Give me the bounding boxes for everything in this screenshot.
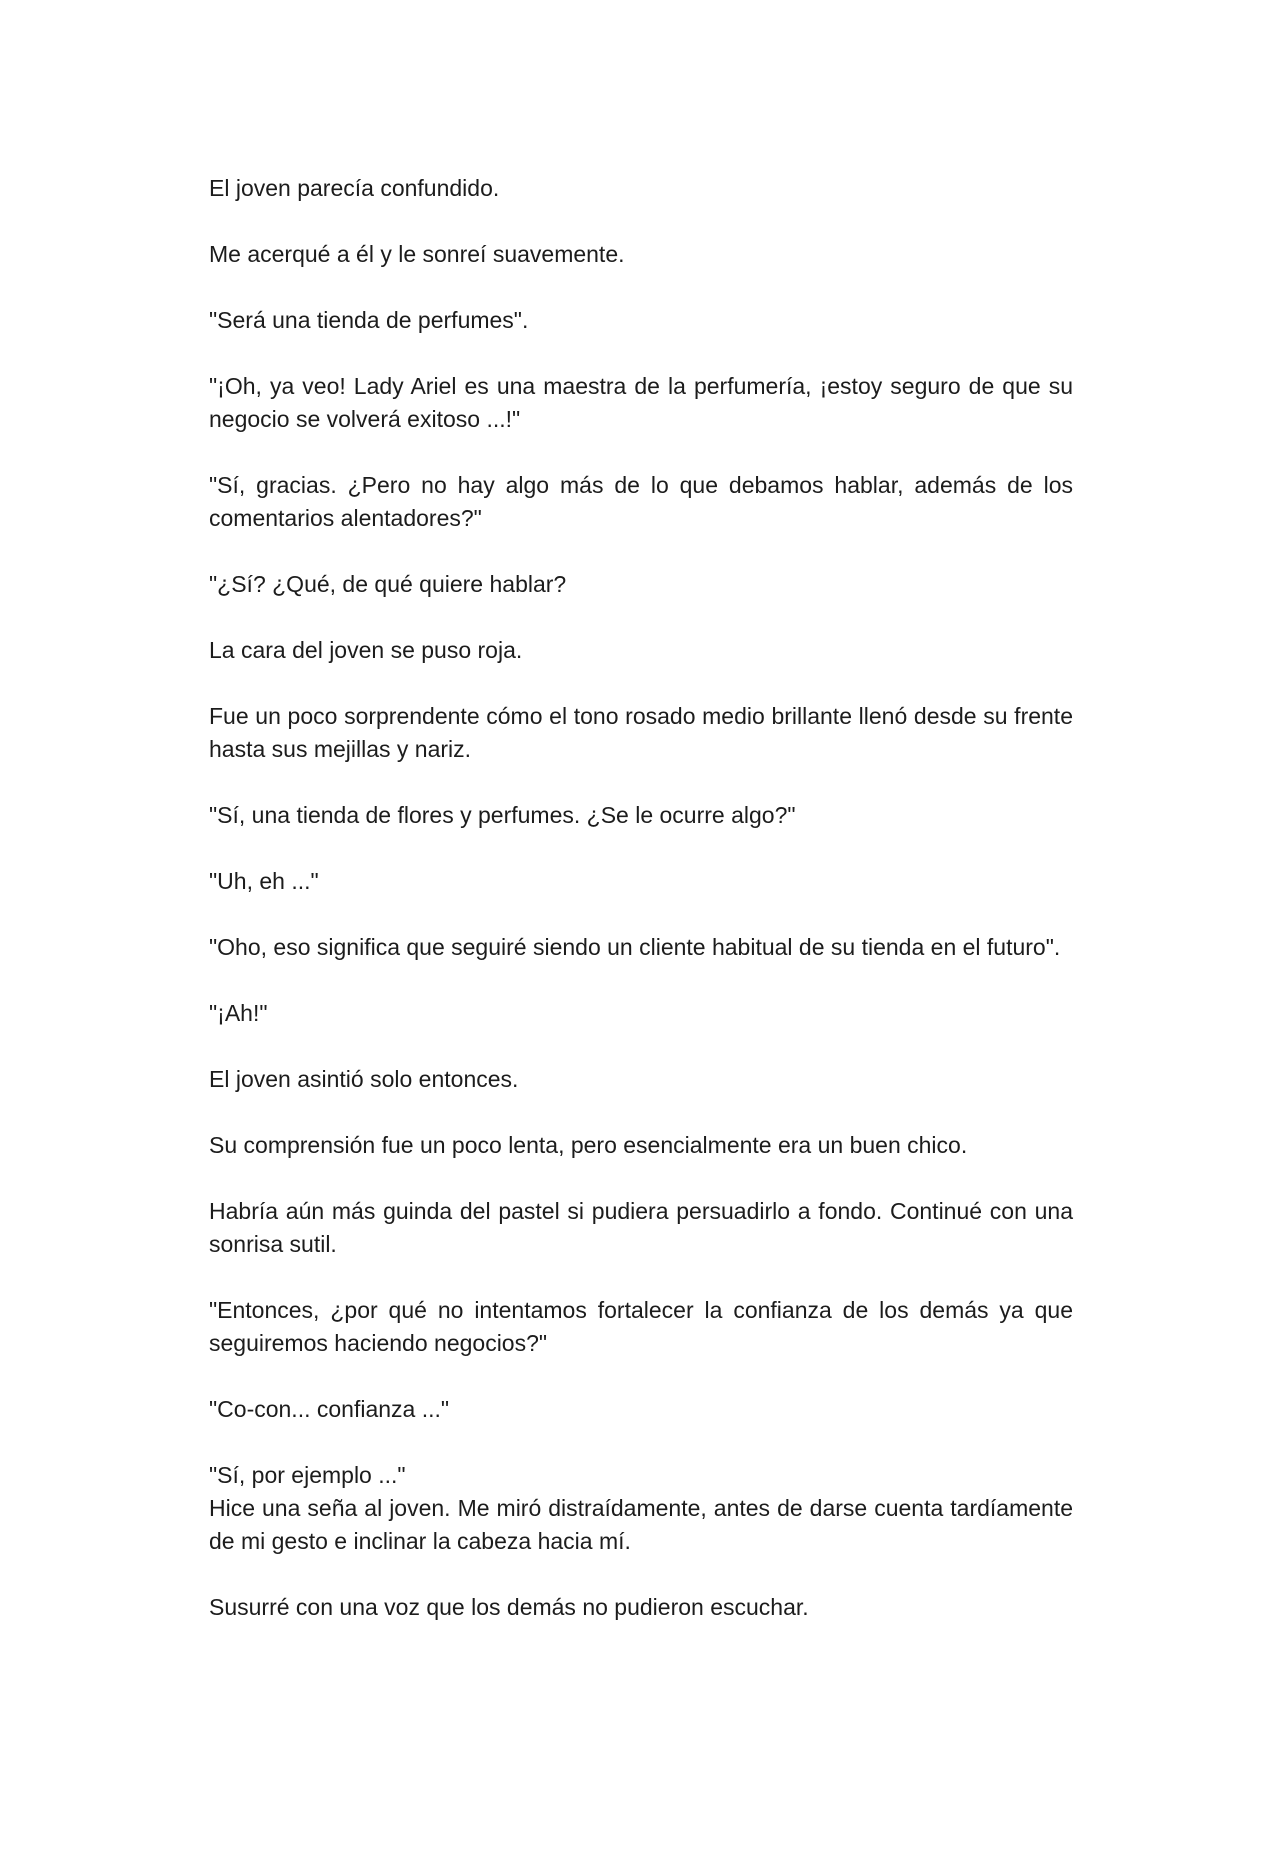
paragraph: "Sí, una tienda de flores y perfumes. ¿Se le ocurre algo?" [209,802,796,828]
paragraph: "¿Sí? ¿Qué, de qué quiere hablar? [209,571,567,597]
paragraph: Fue un poco sorprendente cómo el tono rosado medio brillante llenó desde su frente hasta sus mejillas y nariz. [209,703,1073,762]
paragraph: Habría aún más guinda del pastel si pudiera persuadirlo a fondo. Continué con una sonrisa sutil. [209,1198,1073,1257]
paragraph: "Sí, gracias. ¿Pero no hay algo más de lo que debamos hablar, además de los comentarios alentadores?" [209,472,1073,531]
paragraph: "Oho, eso significa que seguiré siendo un cliente habitual de su tienda en el futuro". [209,934,1061,960]
paragraph: El joven parecía confundido. [209,175,500,201]
paragraph: Su comprensión fue un poco lenta, pero esencialmente era un buen chico. [209,1132,968,1158]
paragraph: Me acerqué a él y le sonreí suavemente. [209,241,625,267]
paragraph: Susurré con una voz que los demás no pudieron escuchar. [209,1594,809,1620]
body-text [209,172,1073,1657]
paragraph: "Sí, por ejemplo ..." [209,1462,406,1488]
paragraph: "Será una tienda de perfumes". [209,307,529,333]
paragraph: "¡Oh, ya veo! Lady Ariel es una maestra de la perfumería, ¡estoy seguro de que su negocio se volverá exitoso ...!" [209,373,1073,432]
paragraph: Hice una seña al joven. Me miró distraídamente, antes de darse cuenta tardíamente de mi gesto e inclinar la cabeza hacia mí. [209,1495,1073,1554]
paragraph: "Entonces, ¿por qué no intentamos fortalecer la confianza de los demás ya que seguiremos haciendo negocios?" [209,1297,1073,1356]
paragraph: La cara del joven se puso roja. [209,637,523,663]
paragraph: El joven asintió solo entonces. [209,1066,519,1092]
paragraph: "Uh, eh ..." [209,868,319,894]
paragraph: "Co-con... confianza ..." [209,1396,450,1422]
paragraph: "¡Ah!" [209,1000,268,1026]
